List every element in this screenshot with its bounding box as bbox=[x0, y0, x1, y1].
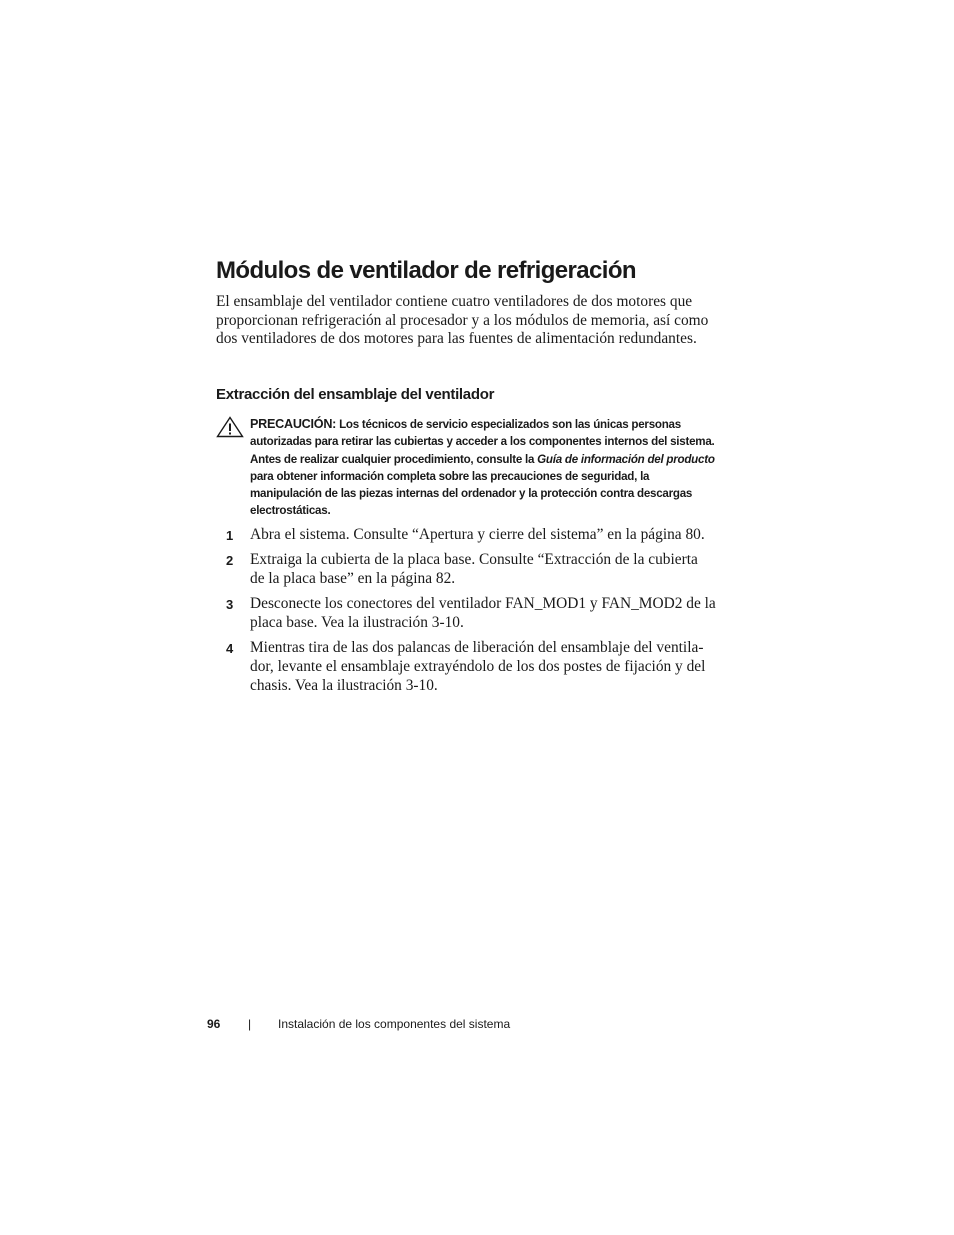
page-title: Módulos de ventilador de refrigeración bbox=[216, 257, 636, 284]
footer-separator: | bbox=[248, 1017, 252, 1031]
footer-chapter-title: Instalación de los componentes del sistema bbox=[278, 1017, 511, 1031]
warning-triangle-icon bbox=[216, 416, 244, 438]
step-item bbox=[216, 525, 716, 544]
step-text: Desconecte los conectores del ventilador FAN_MOD1 y FAN_MOD2 de la placa base. Vea la ilustración 3-10. bbox=[250, 595, 716, 631]
steps-list bbox=[216, 525, 716, 701]
footer-page-number: 96 bbox=[207, 1017, 221, 1031]
step-number: 2 bbox=[226, 553, 234, 568]
step-text: Abra el sistema. Consulte “Apertura y cierre del sistema” en la página 80. bbox=[250, 526, 705, 543]
step-number: 4 bbox=[226, 641, 234, 656]
step-item bbox=[216, 594, 716, 632]
intro-paragraph: El ensamblaje del ventilador contiene cuatro ventiladores de dos motores que proporcionan refrigeración al procesador y a los módulos de memoria, así como dos ventiladores de dos motores para las fuentes de alimentación redundantes. bbox=[216, 293, 709, 348]
caution-label: PRECAUCIÓN: bbox=[250, 417, 337, 431]
step-item bbox=[216, 638, 716, 695]
step-text: Mientras tira de las dos palancas de liberación del ensamblaje del ventilador, levante el ensamblaje extrayéndolo de los dos postes de fijación y del chasis. Vea la ilustración 3-10. bbox=[250, 639, 706, 694]
step-item bbox=[216, 550, 716, 588]
caution-text-after: para obtener información completa sobre las precauciones de seguridad, la manipulación de las piezas internas del ordenador y la protección contra descargas electrostáticas. bbox=[250, 469, 693, 518]
step-number: 3 bbox=[226, 597, 234, 612]
step-number: 1 bbox=[226, 528, 234, 543]
caution-text bbox=[250, 416, 718, 520]
caution-text-before: Los técnicos de servicio especializados son las únicas personas autorizadas para retirar las cubiertas y acceder a los componentes internos del sistema. Antes de realizar cualquier procedimiento, consulte la bbox=[250, 418, 715, 466]
step-text: Extraiga la cubierta de la placa base. Consulte “Extracción de la cubierta de la placa base” en la página 82. bbox=[250, 551, 698, 587]
section-heading: Extracción del ensamblaje del ventilador bbox=[216, 386, 495, 403]
caution-emphasis: Guía de información del producto bbox=[537, 452, 715, 466]
